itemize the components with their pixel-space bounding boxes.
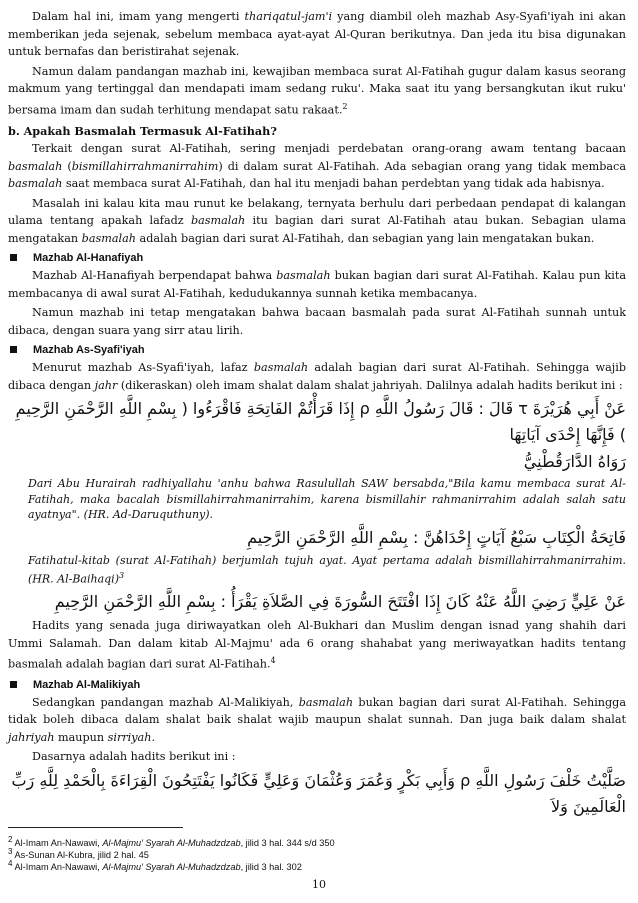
paragraph — [8, 63, 626, 119]
footnote-number: 2 — [8, 835, 13, 844]
paragraph — [8, 617, 626, 673]
paragraph — [8, 267, 626, 302]
text: ) di dalam surat Al-Fatihah. Ada sebagian orang yang tidak membaca — [218, 159, 626, 173]
italic-term: basmalah — [276, 269, 331, 283]
text: yang diambil oleh mazhab Asy-Syafi'iyah ini akan memberikan jeda sejenak, sebelum membaca ayat-ayat Al-Quran berikutnya. Dan jeda itu bisa digunakan untuk bernafas dan beristirahat sejenak. — [8, 10, 626, 58]
footnote — [8, 858, 302, 873]
text: (dikeraskan) oleh imam shalat dalam shalat jahriyah. Dalilnya adalah hadits berikut ini : — [117, 378, 623, 392]
mazhab-heading — [8, 342, 626, 359]
paragraph — [8, 195, 626, 248]
arabic-hadith: فَاتِحَةُ الْكِتَابِ سَبْعُ آيَاتٍ إِحْدَاهُنَّ : بِسْمِ اللَّهِ الرَّحْمَنِ الرَّحِيمِ — [247, 527, 626, 547]
italic-term: Al-Majmu' Syarah Al-Muhadzdzab — [102, 862, 241, 873]
text: Menurut mazhab As-Syafi'iyah, lafaz — [32, 361, 254, 375]
text: Mazhab Al-Hanafiyah berpendapat bahwa — [32, 269, 277, 283]
text: maupun — [54, 730, 108, 744]
mazhab-title: Mazhab Al-Hanafiyah — [33, 252, 144, 265]
text: bukan bagian dari surat Al-Fatihah. Kalau pun kita membacanya di awal surat Al-Fatihah, kedudukannya sunnah ketika membacanya. — [8, 269, 626, 300]
arabic-hadith: عَنْ عَلِيٍّ رَضِيَ اللَّهُ عَنْهُ كَانَ إِذَا افْتَتَحَ السُّورَةَ فِي الصَّلاَةِ يَقْرَأُ : بِسْمِ اللَّهِ الرَّحْمَنِ الرَّحِيمِ — [54, 592, 626, 612]
paragraph — [8, 140, 626, 193]
square-bullet-icon — [10, 254, 17, 261]
mazhab-title: Mazhab Al-Malikiyah — [33, 678, 141, 691]
hadith-translation: Dari Abu Hurairah radhiyallahu 'anhu bahwa Rasulullah SAW bersabda,"Bila kamu membaca surat Al-Fatihah, maka bacalah bismillahirrahmanirrahim, karena bismillahir rahmanirrahim adalah salah satu ayatnya". (HR. Ad-Daruquthuny). — [28, 477, 626, 522]
footnote-ref: 2 — [342, 101, 348, 111]
mazhab-heading — [8, 677, 626, 694]
footnote-number: 4 — [8, 859, 13, 868]
text: Masalah ini kalau kita mau runut ke belakang, ternyata berhulu dari perbedaan pendapat di kalangan ulama tentang apakah lafadz — [8, 196, 626, 228]
text: Dasarnya adalah hadits berikut ini : — [32, 750, 236, 764]
italic-term: basmalah — [253, 361, 309, 375]
text: Namun dalam pandangan mazhab ini, kewajiban membaca surat Al-Fatihah gugur dalam kasus seorang makmum yang tertinggal dan mendapati imam sedang ruku'. Maka saat itu yang bersangkutan ikut ruku' bersama imam dan sudah terhitung mendapat satu rakaat. — [8, 64, 626, 117]
italic-term: basmalah — [81, 231, 136, 245]
text: Sedangkan pandangan mazhab Al-Malikiyah, — [32, 695, 299, 709]
paragraph — [8, 359, 626, 394]
hadith-translation — [8, 553, 626, 588]
text: saat membaca surat Al-Fatihah, dan hal itu menjadi bahan perdebtan yang tidak ada habisnya. — [62, 177, 605, 191]
text: adalah bagian dari surat Al-Fatihah. Sehingga wajib dibaca dengan — [8, 361, 626, 392]
text: ( — [62, 159, 72, 173]
document-body — [8, 8, 626, 822]
square-bullet-icon — [10, 346, 17, 353]
arabic-hadith: صَلَّيْتُ خَلْفَ رَسُولِ اللَّهِ ρ وَأَبِي بَكْرٍ وَعُمَرَ وَعُثْمَانَ وَعَلِيٍّ فَكَانُوا يَفْتَتِحُونَ الْقِرَاءَةَ بِالْحَمْدِ لِلَّهِ رَبِّ الْعَالَمِينَ وَلاَ — [11, 770, 626, 816]
italic-term: jahriyah — [8, 730, 55, 744]
page-number: 10 — [312, 878, 326, 891]
text: bukan bagian dari surat Al-Fatihah. Sehingga tidak boleh dibaca dalam shalat baik shalat wajib maupun shalat sunnah. Dan juga baik dalam shalat — [8, 695, 626, 727]
italic-term: bismillahirrahmanirrahim — [71, 159, 219, 173]
italic-term: basmalah — [8, 177, 63, 191]
mazhab-heading — [8, 250, 626, 267]
italic-term: basmalah — [190, 214, 246, 228]
text: . — [151, 730, 155, 744]
text: Dalam hal ini, imam yang mengerti — [32, 10, 245, 23]
text: Hadits yang senada juga diriwayatkan oleh Al-Bukhari dan Muslim dengan isnad yang shahih dari Ummi Salamah. Dan dalam kitab Al-Majmu' ada 6 orang shahabat yang meriwayatkan hadits tentang basmalah adalah bagian dari surat Al-Fatihah. — [8, 619, 626, 672]
italic-term: basmalah — [298, 695, 354, 709]
footnote-divider — [8, 827, 183, 828]
text: Fatihatul-kitab (surat Al-Fatihah) berjumlah tujuh ayat. Ayat pertama adalah bismillahirrahmanirrahim. (HR. Al-Baihaqi) — [28, 553, 626, 586]
text: As-Sunan Al-Kubra, jilid 2 hal. 45 — [14, 850, 149, 861]
text: , jilid 3 hal. 302 — [240, 862, 302, 873]
italic-term: basmalah — [8, 159, 63, 173]
italic-term: thariqatul-jam'i — [244, 10, 333, 23]
arabic-narrator: رَوَاهُ الدَّارَقُطْنِيُّ — [523, 452, 626, 472]
text: Al-Imam An-Nawawi, — [14, 838, 103, 849]
text: , jilid 3 hal. 344 s/d 350 — [240, 838, 335, 849]
mazhab-title: Mazhab As-Syafi'iyah — [33, 344, 145, 357]
footnote-number: 3 — [8, 847, 13, 856]
square-bullet-icon — [10, 681, 17, 688]
italic-term: jahr — [94, 378, 118, 392]
text: Namun mazhab ini tetap mengatakan bahwa bacaan basmalah pada surat Al-Fatihah sunnah untuk dibaca, dengan suara yang sirr atau lirih. — [8, 306, 626, 337]
paragraph — [8, 748, 626, 766]
italic-term: Al-Majmu' Syarah Al-Muhadzdzab — [102, 838, 241, 849]
text: itu bagian dari surat Al-Fatihah atau bukan. Sebagian ulama mengatakan — [8, 214, 626, 245]
paragraph — [8, 8, 626, 61]
footnote-ref: 3 — [119, 571, 125, 581]
paragraph — [8, 694, 626, 747]
text: adalah bagian dari surat Al-Fatihah, dan sebagian yang lain mengatakan bukan. — [135, 231, 595, 245]
text: Al-Imam An-Nawawi, — [14, 862, 103, 873]
footnote-ref: 4 — [270, 656, 276, 666]
section-heading: b. Apakah Basmalah Termasuk Al-Fatihah? — [8, 123, 277, 138]
arabic-hadith: عَنْ أَبِي هُرَيْرَةَ τ قَالَ : قَالَ رَسُولُ اللَّهِ ρ إِذَا قَرَأْتُمْ الفَاتِحَةِ فَاقْرَءُوا ( بِسْمِ اللَّهِ الرَّحْمَنِ الرَّحِيمِ ) فَإِنَّهَا إِحْدَى آيَاتِهَا — [15, 399, 626, 445]
text: Terkait dengan surat Al-Fatihah, sering menjadi perdebatan orang-orang awam tentang bacaan — [32, 142, 626, 156]
paragraph — [8, 304, 626, 339]
italic-term: sirriyah — [107, 730, 152, 744]
